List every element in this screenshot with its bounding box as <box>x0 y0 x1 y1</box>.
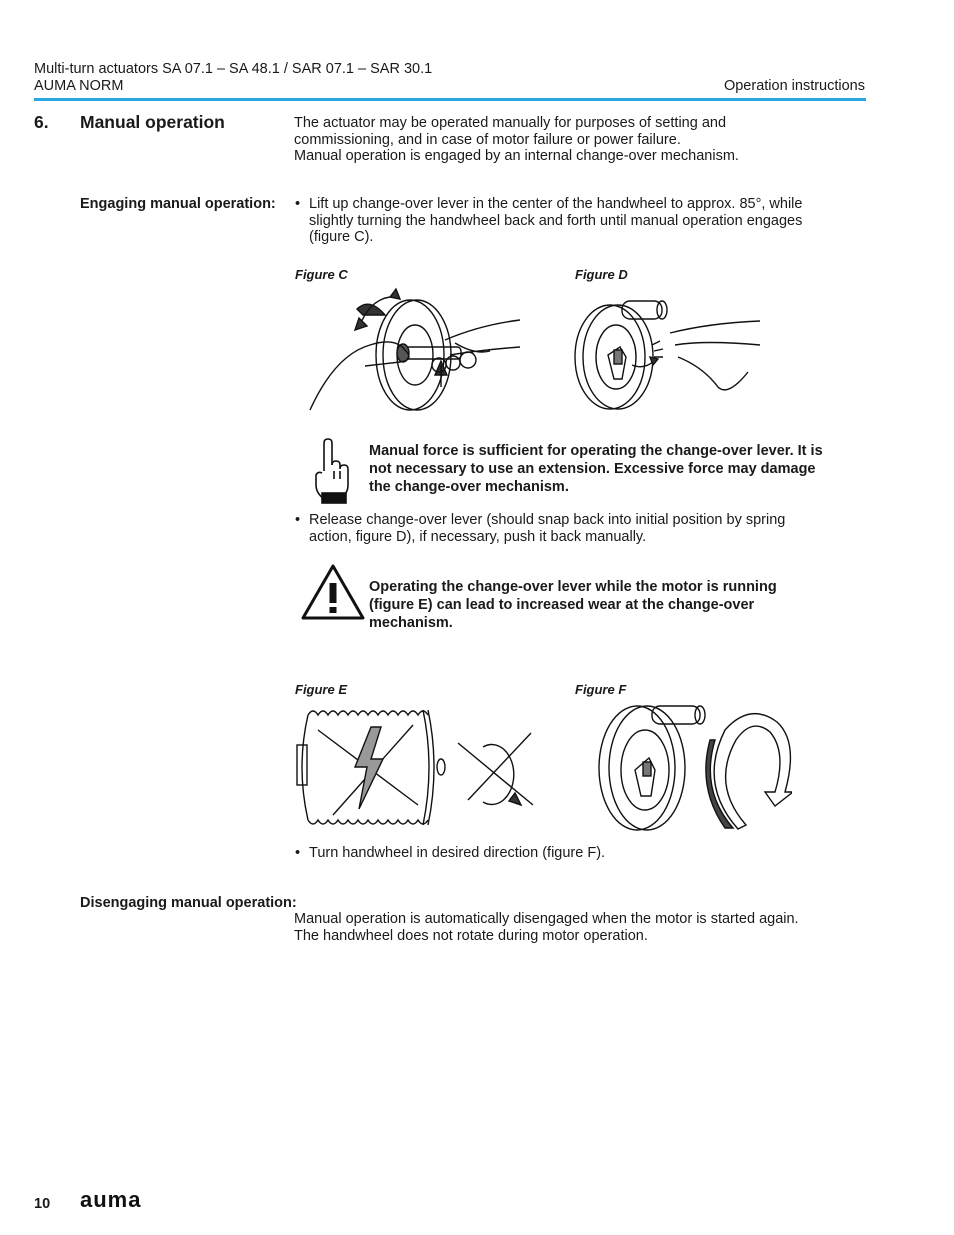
header-doc-type: Operation instructions <box>723 78 865 94</box>
bullet-line: Turn handwheel in desired direction (figure F). <box>309 845 606 861</box>
disengaging-label: Disengaging manual operation: <box>80 895 297 911</box>
bullet-line: Lift up change-over lever in the center of the handwheel to approx. 85°, while <box>309 196 803 212</box>
intro-line: Manual operation is engaged by an internal change-over mechanism. <box>294 148 739 164</box>
bullet-dot: • <box>295 512 301 528</box>
intro-line: commissioning, and in case of motor failure or power failure. <box>294 131 681 148</box>
figure-e-illustration <box>293 705 538 830</box>
figure-e-caption: Figure E <box>295 682 348 697</box>
bullet-turn-handwheel <box>295 845 855 863</box>
header-title-line1: Multi-turn actuators SA 07.1 – SA 48.1 / SAR 07.1 – SAR 30.1 <box>34 61 433 77</box>
bullet-line: action, figure D), if necessary, push it back manually. <box>309 528 647 545</box>
note-line: the change-over mechanism. <box>369 479 569 495</box>
intro-text <box>294 115 739 165</box>
bullet-line: slightly turning the handwheel back and forth until manual operation engages <box>309 212 803 229</box>
warning-line: Operating the change-over lever while the motor is running <box>369 579 777 595</box>
bullet-line: Release change-over lever (should snap back into initial position by spring <box>309 512 786 528</box>
engaging-label: Engaging manual operation: <box>80 196 276 212</box>
figure-d-illustration <box>570 295 765 415</box>
figure-c-caption: Figure C <box>295 267 348 282</box>
section-number: 6. <box>34 112 49 132</box>
figure-f-illustration <box>597 700 792 835</box>
disengaging-line: Manual operation is automatically disengaged when the motor is started again. <box>294 911 799 927</box>
header-rule <box>34 98 866 101</box>
warning-text <box>369 578 859 632</box>
header-title-line2: AUMA NORM <box>34 78 124 94</box>
warning-line: (figure E) can lead to increased wear at the change-over <box>369 597 755 613</box>
warning-line: mechanism. <box>369 615 453 631</box>
bullet-dot: • <box>295 196 301 212</box>
warning-triangle-icon <box>300 563 366 621</box>
section-title: Manual operation <box>80 112 225 132</box>
figure-d-caption: Figure D <box>575 267 628 282</box>
disengaging-text <box>294 911 799 944</box>
bullet-dot: • <box>295 845 301 861</box>
page-number: 10 <box>34 1196 51 1212</box>
figure-f-caption: Figure F <box>575 682 627 697</box>
note-line: Manual force is sufficient for operating the change-over lever. It is <box>369 443 823 459</box>
figure-c-illustration <box>305 285 530 415</box>
svg-text:auma: auma <box>80 1187 142 1212</box>
bullet-release-lever <box>295 512 855 548</box>
note-line: not necessary to use an extension. Excessive force may damage <box>369 461 816 477</box>
intro-line: The actuator may be operated manually for purposes of setting and <box>294 115 727 131</box>
auma-logo <box>80 1187 154 1213</box>
disengaging-line: The handwheel does not rotate during motor operation. <box>294 927 648 944</box>
note-text <box>369 442 859 496</box>
bullet-line: (figure C). <box>309 229 374 245</box>
bullet-lift-lever <box>295 196 855 248</box>
pointing-hand-icon <box>312 437 352 505</box>
